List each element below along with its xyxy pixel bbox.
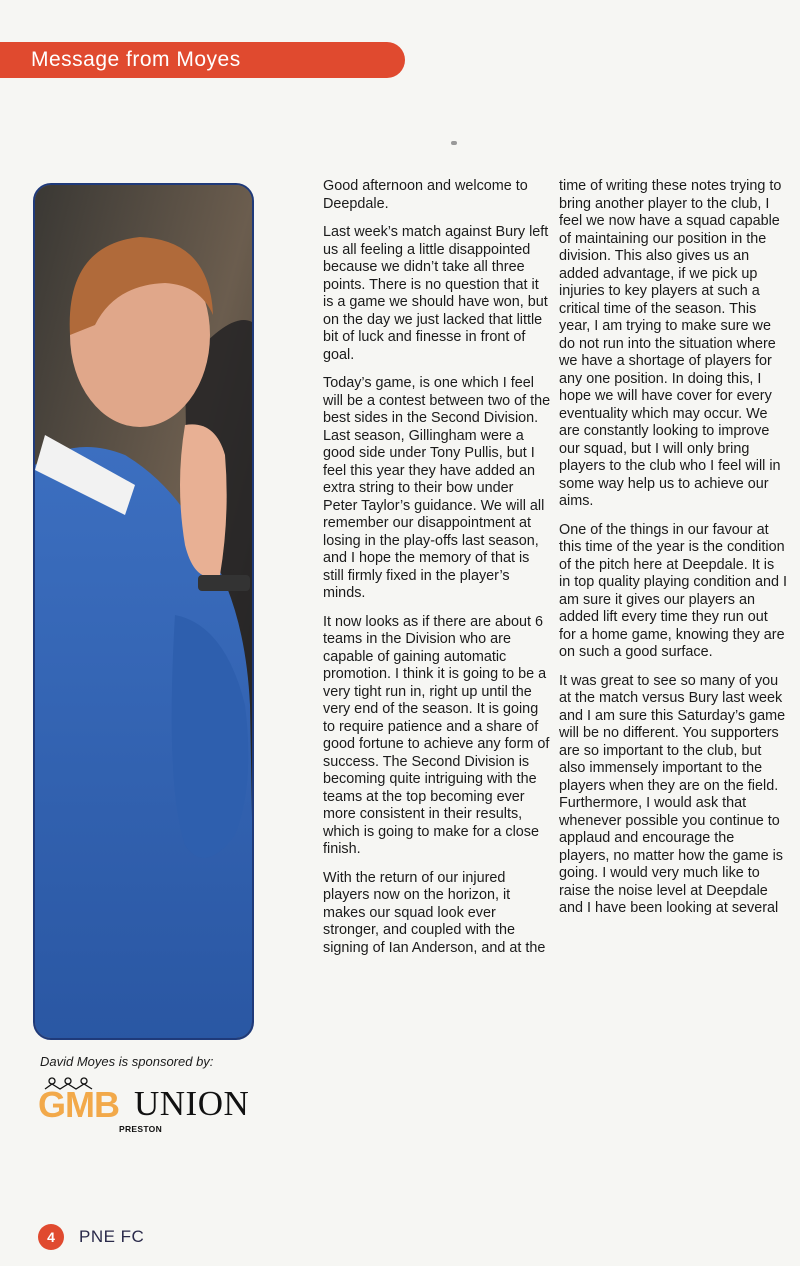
section-banner (0, 42, 405, 78)
article-paragraph: One of the things in our favour at this time of the year is the condition of the pitch here at Deepdale. It is in top quality playing condition and I am sure it gives our players an added lift every time they run out for a home game, knowing they are on such a good surface. (559, 521, 788, 660)
print-speck (451, 141, 457, 145)
article-column-2 (559, 178, 787, 929)
article-paragraph: Today’s game, is one which I feel will be a contest between two of the best sides in the Second Division. Last season, Gillingham were a good side under Tony Pullis, but I feel this year they have added an extra string to their bow under Peter Taylor’s guidance. We will all remember our disappointment at losing in the play-offs last season, and I hope the memory of that is still firmly fixed in the player’s minds. (323, 375, 551, 601)
article-paragraph: It was great to see so many of you at the match versus Bury last week and I am sure this Saturday’s game will be no different. You supporters are so important to the club, but also immensely important to the players when they are on the field. Furthermore, I would ask that whenever possible you continue to applaud and encourage the players, no matter how the game is going. I would very much like to raise the noise level at Deepdale and I have been looking at several (559, 672, 786, 916)
page-number-badge: 4 (38, 1224, 64, 1250)
article-paragraph: Last week’s match against Bury left us all feeling a little disappointed because we didn’t take all three points. There is no question that it is a game we should have won, but on the day we just lacked that little bit of luck and finesse in front of goal. (323, 224, 549, 363)
sponsor-caption: David Moyes is sponsored by: (40, 1054, 214, 1069)
manager-photo-illustration (35, 185, 254, 1040)
article-paragraph: time of writing these notes trying to bring another player to the club, I feel we now have a squad capable of maintaining our position in the division. This also gives us an added advantage, if we pick up injuries to key players at such a critical time of the season. This year, I am trying to make sure we do not run into the situation where we have a shortage of players for any one position. In doing this, I hope we will have cover for every eventuality which may occur. We are constantly looking to improve our squad, but I will only bring players to the club who I feel will in some way help us to achieve our aims. (559, 178, 782, 509)
article-column-1 (323, 178, 551, 968)
section-title: Message from Moyes (31, 48, 241, 71)
article-paragraph: Good afternoon and welcome to Deepdale. (323, 178, 528, 212)
footer-club-name: PNE FC (79, 1227, 145, 1246)
article-paragraph: It now looks as if there are about 6 teams in the Division who are capable of gaining automatic promotion. I think it is going to be a very tight run in, right up until the very end of the season. It is going to require patience and a share of good fortune to achieve any form of success. The Second Division is becoming quite intriguing with the teams at the top becoming ever more consistent in their results, which is going to make for a close finish. (323, 613, 550, 857)
sponsor-logo (38, 1080, 268, 1140)
logo-union-text: UNION (134, 1084, 250, 1123)
logo-gmb-text: GMB (38, 1084, 119, 1125)
logo-preston-text: PRESTON (119, 1124, 163, 1134)
article-paragraph: With the return of our injured players now on the horizon, it makes our squad look ever stronger, and coupled with the signing of Ian Anderson, and at the (323, 869, 546, 956)
manager-photo (33, 183, 254, 1040)
